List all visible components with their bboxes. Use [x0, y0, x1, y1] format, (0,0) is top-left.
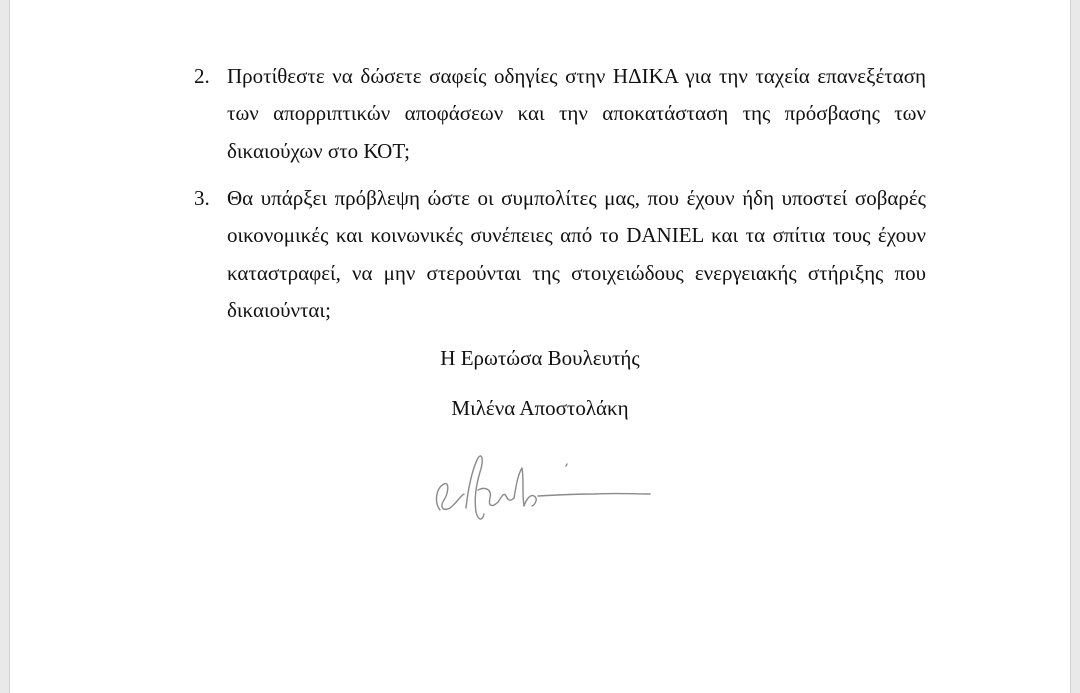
viewer-left-edge — [0, 0, 10, 693]
viewer-right-edge — [1070, 0, 1080, 693]
list-item-text: Θα υπάρξει πρόβλεψη ώστε οι συμπολίτες μας, που έχουν ήδη υποστεί σοβαρές οικονομικές και κοινωνικές συνέπειες από το DANIEL και τα σπίτια τους έχουν καταστραφεί, να μην στερούνται της στοιχειώδους ενεργειακής στήριξης που δικαιούνται; — [227, 186, 926, 322]
handwritten-signature — [426, 450, 656, 530]
list-item-text: Προτίθεστε να δώσετε σαφείς οδηγίες στην ΗΔΙΚΑ για την ταχεία επανεξέταση των απορριπτικών αποφάσεων και την αποκατάσταση της πρόσβασης των δικαιούχων στο ΚΟΤ; — [227, 64, 926, 163]
signatory-role: Η Ερωτώσα Βουλευτής — [440, 346, 640, 370]
list-item-number: 3. — [194, 186, 210, 210]
list-item — [194, 58, 926, 170]
signatory-name: Μιλένα Αποστολάκη — [451, 396, 629, 420]
list-item — [194, 180, 926, 329]
signature-strokes — [437, 456, 650, 519]
document-page — [10, 0, 1070, 693]
list-item-number: 2. — [194, 64, 210, 88]
